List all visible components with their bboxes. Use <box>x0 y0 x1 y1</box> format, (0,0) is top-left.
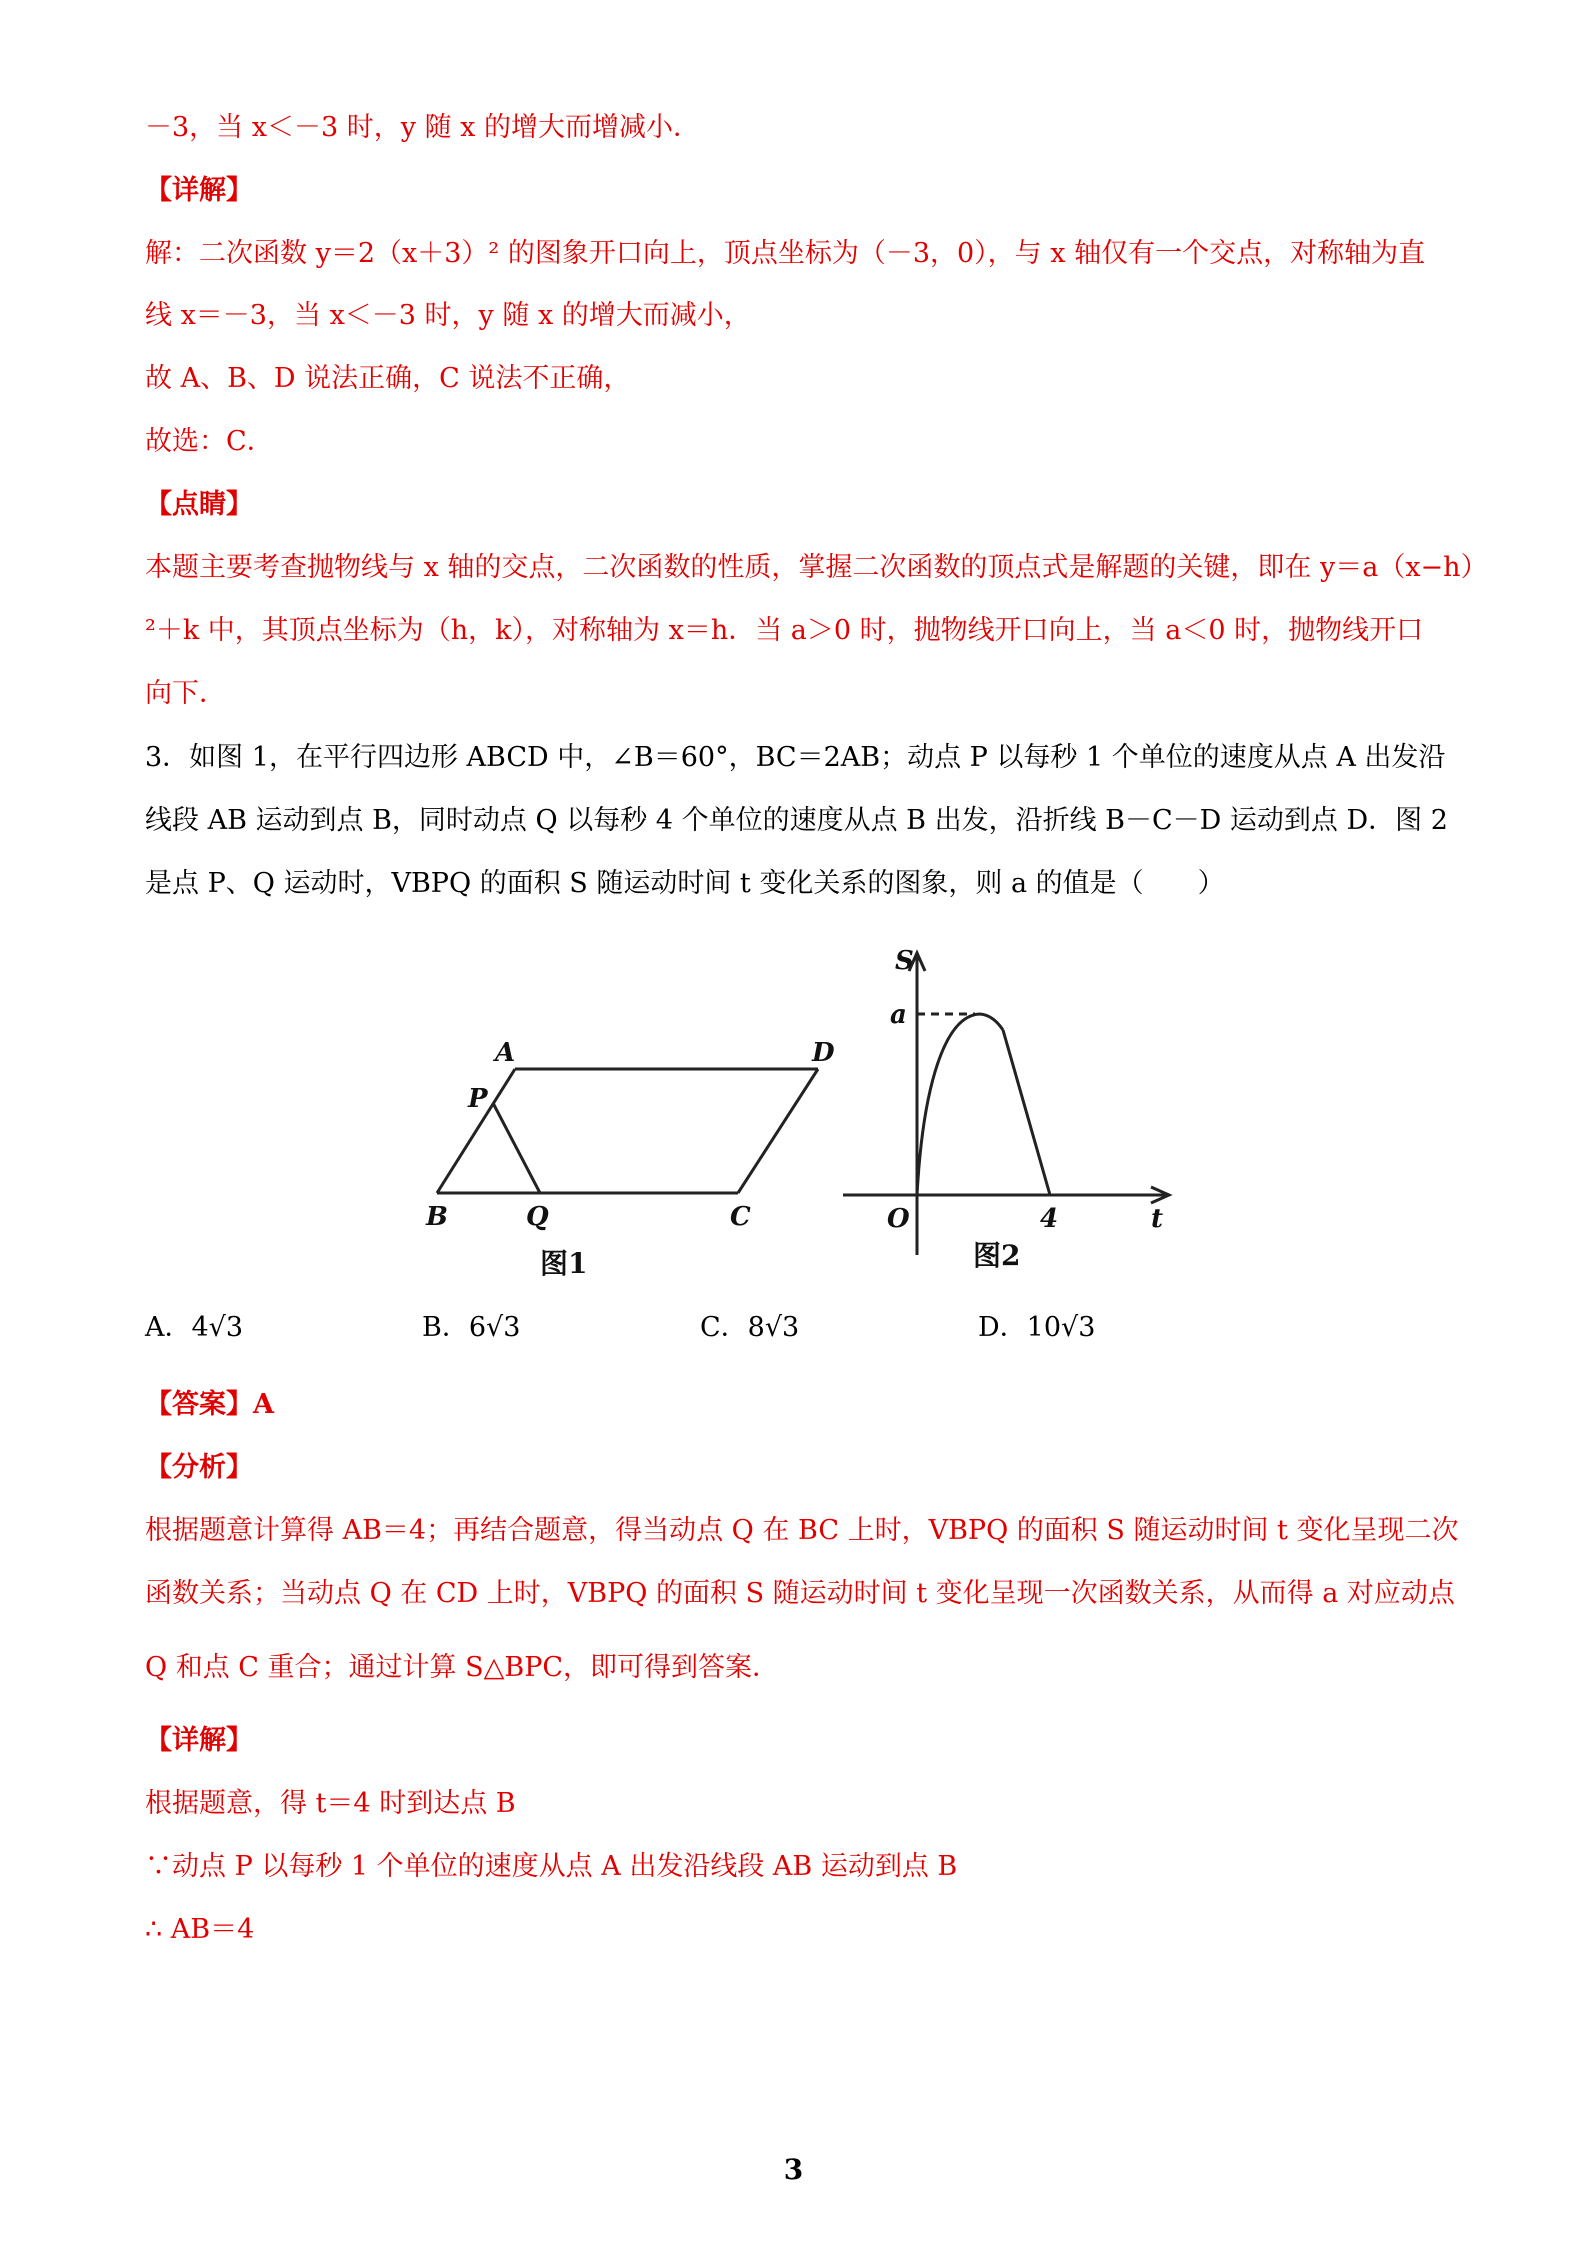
option-D: D．10√3 <box>978 1312 1096 1343</box>
axis-label-a: a <box>890 1000 907 1030</box>
figure-2 <box>835 935 1195 1295</box>
label-C: C <box>730 1202 751 1232</box>
text-line: ²＋k 中，其顶点坐标为（h，k），对称轴为 x＝h．当 a＞0 时，抛物线开口向上，当 a＜0 时，抛物线开口 <box>145 615 1424 646</box>
option-B: B．6√3 <box>422 1312 521 1343</box>
text-line: 故选：C． <box>145 426 274 457</box>
text-line: 故 A、B、D 说法正确，C 说法不正确， <box>145 363 631 394</box>
section-label-comment: 【点睛】 <box>145 489 253 520</box>
text-line: Q 和点 C 重合；通过计算 S△BPC，即可得到答案． <box>145 1652 780 1683</box>
curve-linear <box>1003 1030 1050 1195</box>
text-line: －3，当 x＜－3 时，y 随 x 的增大而增减小． <box>145 112 700 143</box>
section-label-analysis: 【分析】 <box>145 1452 253 1483</box>
edge-DC <box>738 1069 818 1193</box>
option-C: C．8√3 <box>700 1312 800 1343</box>
segment-PQ <box>493 1103 540 1193</box>
curve-quadratic <box>917 1014 1003 1195</box>
figure-1 <box>400 1015 840 1295</box>
option-A: A．4√3 <box>145 1312 244 1343</box>
figure-1-caption: 图1 <box>540 1247 588 1280</box>
text-line: 根据题意计算得 AB＝4；再结合题意，得当动点 Q 在 BC 上时，VBPQ 的面积 S 随运动时间 t 变化呈现二次 <box>145 1515 1459 1546</box>
axis-label-S: S <box>895 946 914 976</box>
axis-label-t: t <box>1151 1204 1164 1234</box>
text-line: 本题主要考查抛物线与 x 轴的交点，二次函数的性质，掌握二次函数的顶点式是解题的关键，即在 y＝a（x−h） <box>145 552 1488 583</box>
text-line: 解：二次函数 y＝2（x＋3）² 的图象开口向上，顶点坐标为（－3，0），与 x 轴仅有一个交点，对称轴为直 <box>145 238 1426 269</box>
text-line: 函数关系；当动点 Q 在 CD 上时，VBPQ 的面积 S 随运动时间 t 变化呈现一次函数关系，从而得 a 对应动点 <box>145 1578 1455 1609</box>
section-label-detail-2: 【详解】 <box>145 1725 253 1756</box>
origin-label: O <box>887 1204 910 1234</box>
figure-2-caption: 图2 <box>973 1239 1021 1272</box>
label-Q: Q <box>526 1202 549 1232</box>
label-A: A <box>495 1038 516 1068</box>
question-line: 是点 P、Q 运动时，VBPQ 的面积 S 随运动时间 t 变化关系的图象，则 a 的值是（ ） <box>145 868 1225 899</box>
text-line: 根据题意，得 t＝4 时到达点 B <box>145 1788 516 1819</box>
text-line: 线 x＝－3，当 x＜－3 时，y 随 x 的增大而减小， <box>145 300 751 331</box>
page-number: 3 <box>783 2153 804 2186</box>
text-line: ∵动点 P 以每秒 1 个单位的速度从点 A 出发沿线段 AB 运动到点 B <box>145 1851 958 1882</box>
question-line: 3．如图 1，在平行四边形 ABCD 中，∠B＝60°，BC＝2AB；动点 P 以每秒 1 个单位的速度从点 A 出发沿 <box>145 742 1446 773</box>
text-line: 向下． <box>145 678 226 709</box>
section-label-detail: 【详解】 <box>145 175 253 206</box>
question-line: 线段 AB 运动到点 B，同时动点 Q 以每秒 4 个单位的速度从点 B 出发，沿折线 B－C－D 运动到点 D．图 2 <box>145 805 1448 836</box>
text-line: ∴ AB＝4 <box>145 1914 255 1945</box>
answer: 【答案】A <box>145 1389 274 1420</box>
label-P: P <box>468 1084 488 1114</box>
tick-label-4: 4 <box>1040 1204 1059 1234</box>
label-B: B <box>426 1202 448 1232</box>
label-D: D <box>812 1038 835 1068</box>
